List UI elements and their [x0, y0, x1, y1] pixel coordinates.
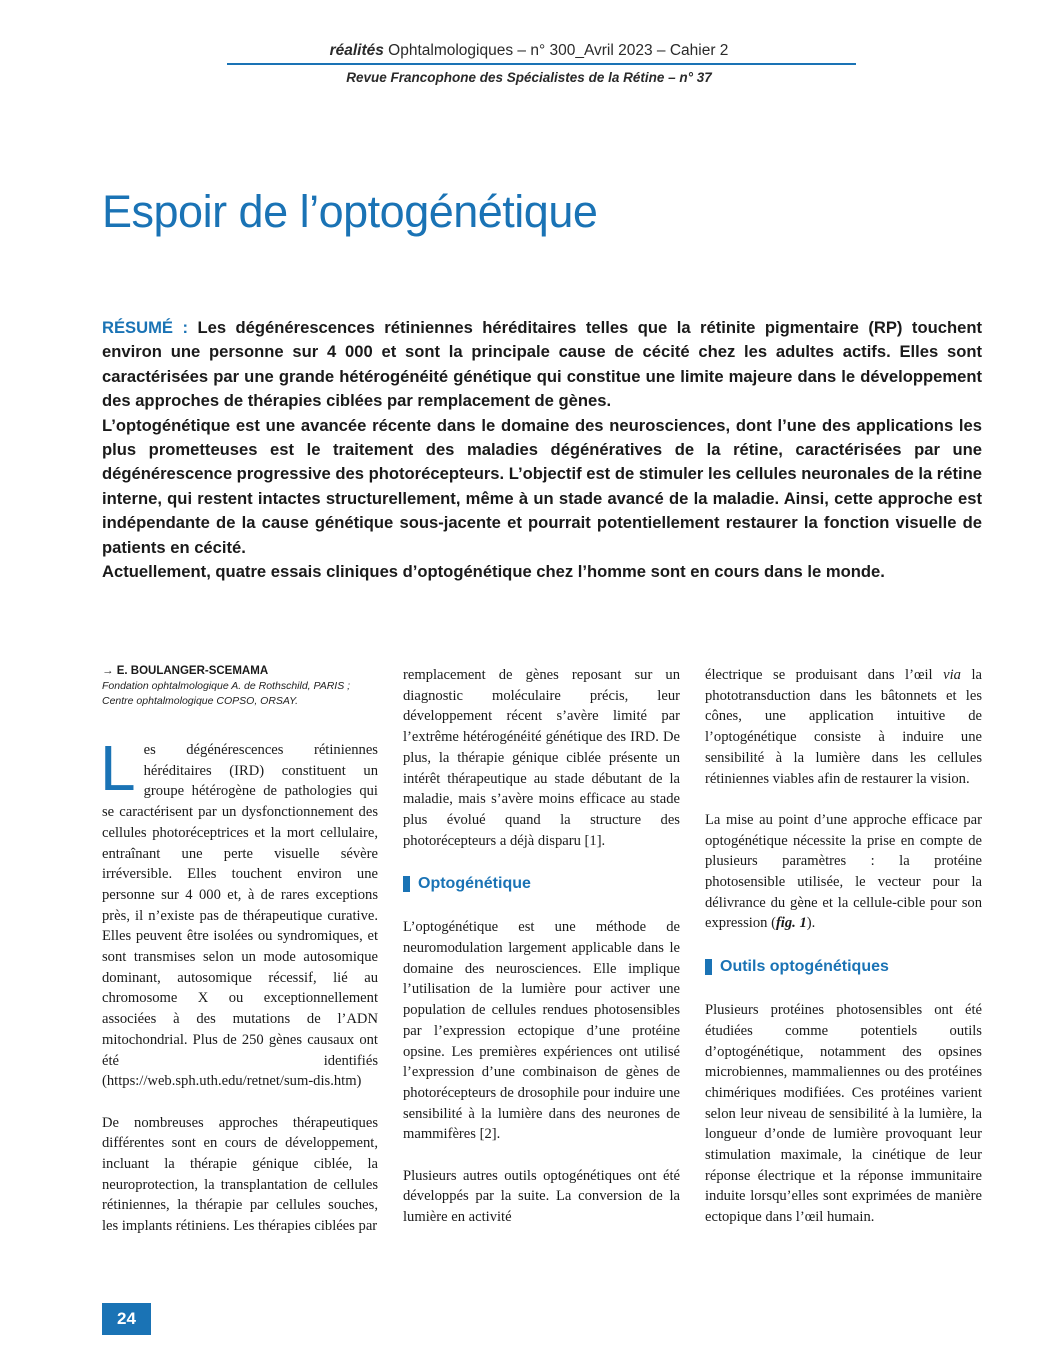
article-title: Espoir de l’optogénétique [102, 186, 598, 237]
body-paragraph: Plusieurs protéines photosensibles ont été étudiées comme potentiels outils d’optogénétique, notamment des opsines microbiennes, mammaliennes ou des protéines chimériques modifiées. Ces protéines varient selon leur niveau de sensibilité à la lumière, la longueur d’onde de lumière provoquant leur stimulation maximale, la cinétique de leur réponse électrique et la réponse immunitaire induite lorsqu’elles sont exprimées de manière ectopique dans l’œil humain. [705, 1002, 982, 1226]
section-marker-icon [403, 876, 410, 892]
column-3 [705, 665, 982, 1249]
abstract [102, 316, 982, 584]
journal-header [0, 42, 1058, 60]
arrow-icon: → [102, 665, 114, 677]
section-heading-optogenetique: Optogénétique [403, 873, 680, 895]
author-affiliation: Fondation ophtalmologique A. de Rothschild, PARIS ; Centre ophtalmologique COPSO, ORSAY. [102, 680, 351, 707]
figure-reference: fig. 1 [775, 915, 807, 932]
column-2 [403, 665, 680, 1249]
section-heading-outils: Outils optogénétiques [705, 956, 982, 978]
page-number: 24 [102, 1303, 151, 1335]
column-1 [102, 665, 378, 1258]
author [102, 663, 378, 679]
journal-subtitle: Revue Francophone des Spécialistes de la Rétine – n° 37 [346, 70, 712, 85]
abstract-paragraph-3: Actuellement, quatre essais cliniques d’optogénétique chez l’homme sont en cours dans le monde. [102, 562, 885, 582]
abstract-paragraph-1: RÉSUMÉ : Les dégénérescences rétiniennes héréditaires telles que la rétinite pigmentaire (RP) touchent environ une personne sur 4 000 et sont la principale cause de cécité chez les adultes actifs. Elles sont caractérisées par une grande hétérogénéité génétique qui constitue une limite majeure dans le développement des approches de thérapies ciblées par remplacement de gènes. [102, 318, 982, 411]
body-paragraph: remplacement de gènes reposant sur un diagnostic moléculaire précis, leur développement récent s’avère limité par l’extrême hétérogénéité génétique des IRD. De plus, la thérapie génique ciblée présente un intérêt thérapeutique au stade débutant de la maladie, mais s’avère moins efficace au stade plus évolué quand la structure des photorécepteurs a déjà disparu [1]. [403, 667, 680, 849]
author-name: E. BOULANGER-SCEMAMA [116, 665, 269, 677]
section-marker-icon [705, 959, 712, 975]
body-paragraph: Les dégénérescences rétiniennes héréditaires (IRD) constituent un groupe hétérogène de pathologies qui se caractérisent par un dysfonctionnement des cellules photoréceptrices et la mort cellulaire, entraînant une perte visuelle sévère irréversible. Elles touchent environ une personne sur 4 000 et, à de rares exceptions près, il n’existe pas de thérapeutique curative. Elles peuvent être isolées ou syndromiques, et sont transmises selon un mode autosomique dominant, autosomique récessif, lié au chromosome X ou exceptionnellement associées à des mutations de l’ADN mitochondrial. Plus de 250 gènes causaux ont été identifiés (https://web.sph.uth.edu/retnet/sum-dis.htm) [100, 732, 378, 1090]
body-paragraph: Plusieurs autres outils optogénétiques ont été développés par la suite. La conversion de la lumière en activité [403, 1167, 680, 1226]
journal-brand: réalités [329, 42, 384, 59]
drop-cap: L [100, 732, 136, 804]
body-paragraph: De nombreuses approches thérapeutiques différentes sont en cours de développement, incluant la thérapie génique ciblée, la neuroprotection, la transplantation de cellules rétiniennes, la thérapie par cellules souches, les implants rétiniens. Les thérapies ciblées par [102, 1114, 378, 1235]
body-paragraph: La mise au point d’une approche efficace par optogénétique nécessite la prise en compte de plusieurs paramètres : la protéine photosensible utilisée, le vecteur pour la délivrance du gène et la cellule-cible pour son expression (fig. 1). [705, 811, 982, 932]
journal-issue: Ophtalmologiques – n° 300_Avril 2023 – Cahier 2 [383, 42, 729, 59]
body-paragraph: électrique se produisant dans l’œil via la phototransduction dans les bâtonnets et les cônes, une application intuitive de l’optogénétique consiste à induire une sensibilité à la lumière dans les cellules rétiniennes viables afin de restaurer la vision. [705, 667, 982, 787]
abstract-label: RÉSUMÉ : [102, 318, 188, 337]
body-paragraph: L’optogénétique est une méthode de neuromodulation largement applicable dans le domaine des neurosciences. Elle implique l’utilisation de la lumière pour activer une population de cellules rendues photosensibles par l’expression ectopique d’une protéine opsine. Les premières expériences ont utilisé l’expression d’une combinaison de gènes de photorécepteurs de drosophile pour induire une sensibilité à la lumière dans des neurones de mammifères [2]. [403, 919, 680, 1143]
header-rule [227, 63, 856, 65]
abstract-paragraph-2: L’optogénétique est une avancée récente dans le domaine des neurosciences, dont l’une des applications les plus prometteuses est le traitement des maladies dégénératives de la rétine, caractérisées par une dégénérescence progressive des photorécepteurs. L’objectif est de stimuler les cellules neuronales de la rétine interne, qui restent intactes structurellement, même à un stade avancé de la maladie. Ainsi, cette approche est indépendante de la cause génétique sous-jacente et pourrait potentiellement restaurer la fonction visuelle de patients en cécité. [102, 415, 982, 557]
